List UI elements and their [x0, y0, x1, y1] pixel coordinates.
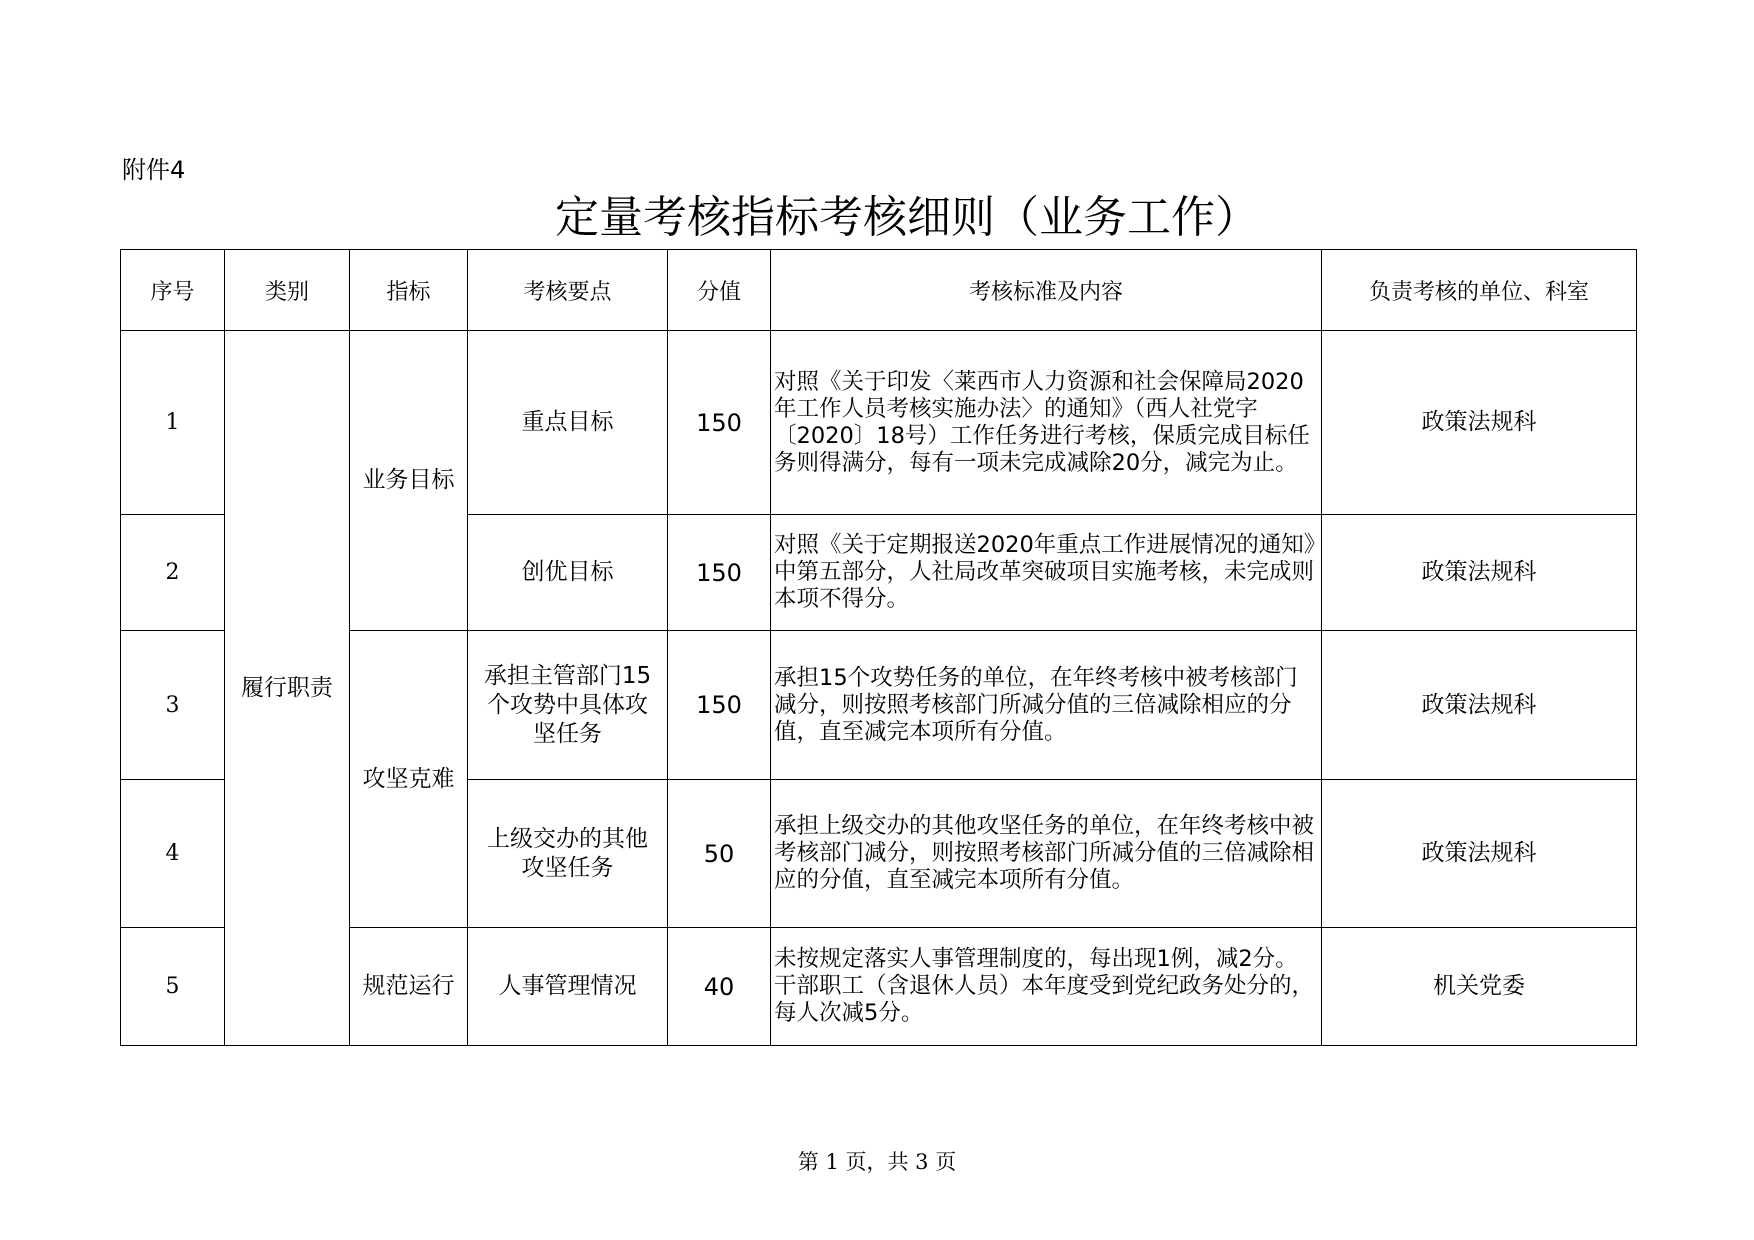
row-unit: 政策法规科 [1322, 780, 1637, 928]
row-key-point [468, 780, 668, 928]
row-score: 150 [668, 331, 771, 515]
row-key-point-text: 人事管理情况 [498, 973, 637, 999]
row-unit: 机关党委 [1322, 928, 1637, 1046]
row-standard: 承担15个攻势任务的单位，在年终考核中被考核部门减分，则按照考核部门所减分值的三倍减除相应的分值，直至减完本项所有分值。 [771, 631, 1322, 780]
row-standard: 承担上级交办的其他攻坚任务的单位，在年终考核中被考核部门减分，则按照考核部门所减分值的三倍减除相应的分值，直至减完本项所有分值。 [771, 780, 1322, 928]
row-standard: 对照《关于印发〈莱西市人力资源和社会保障局2020年工作人员考核实施办法〉的通知》（西人社党字〔2020〕18号）工作任务进行考核，保质完成目标任务则得满分，每有一项未完成减除20分，减完为止。 [771, 331, 1322, 515]
assessment-table [120, 249, 1637, 1046]
header-key-points: 考核要点 [468, 250, 668, 331]
row-key-point [468, 515, 668, 631]
row-score: 50 [668, 780, 771, 928]
row-score: 150 [668, 631, 771, 780]
row-score: 150 [668, 515, 771, 631]
row-unit: 政策法规科 [1322, 331, 1637, 515]
row-key-point-text: 上级交办的其他攻坚任务 [487, 825, 648, 881]
row-seq: 2 [121, 515, 225, 631]
row-standard: 对照《关于定期报送2020年重点工作进展情况的通知》中第五部分，人社局改革突破项目实施考核，未完成则本项不得分。 [771, 515, 1322, 631]
row-standard: 未按规定落实人事管理制度的，每出现1例，减2分。干部职工（含退休人员）本年度受到党纪政务处分的，每人次减5分。 [771, 928, 1322, 1046]
indicator-cell: 业务目标 [350, 331, 468, 631]
row-key-point-text: 重点目标 [521, 409, 614, 435]
row-key-point-text: 承担主管部门15个攻势中具体攻坚任务 [483, 662, 652, 747]
header-unit: 负责考核的单位、科室 [1322, 250, 1637, 331]
table-header-row [121, 250, 1637, 331]
header-standard: 考核标准及内容 [771, 250, 1322, 331]
table-row [121, 331, 1637, 515]
indicator-cell: 攻坚克难 [350, 631, 468, 928]
row-key-point-text: 创优目标 [521, 559, 614, 585]
page-footer: 第 1 页，共 3 页 [797, 1150, 957, 1174]
row-seq: 3 [121, 631, 225, 780]
row-key-point [468, 928, 668, 1046]
row-key-point [468, 331, 668, 515]
header-category: 类别 [225, 250, 350, 331]
attachment-label: 附件4 [122, 156, 186, 184]
indicator-cell: 规范运行 [350, 928, 468, 1046]
header-indicator: 指标 [350, 250, 468, 331]
row-seq: 4 [121, 780, 225, 928]
header-seq: 序号 [121, 250, 225, 331]
row-unit: 政策法规科 [1322, 631, 1637, 780]
row-seq: 1 [121, 331, 225, 515]
row-seq: 5 [121, 928, 225, 1046]
document-title: 定量考核指标考核细则（业务工作） [555, 192, 1259, 243]
header-score: 分值 [668, 250, 771, 331]
row-key-point [468, 631, 668, 780]
category-cell: 履行职责 [225, 331, 350, 1046]
row-unit: 政策法规科 [1322, 515, 1637, 631]
row-score: 40 [668, 928, 771, 1046]
